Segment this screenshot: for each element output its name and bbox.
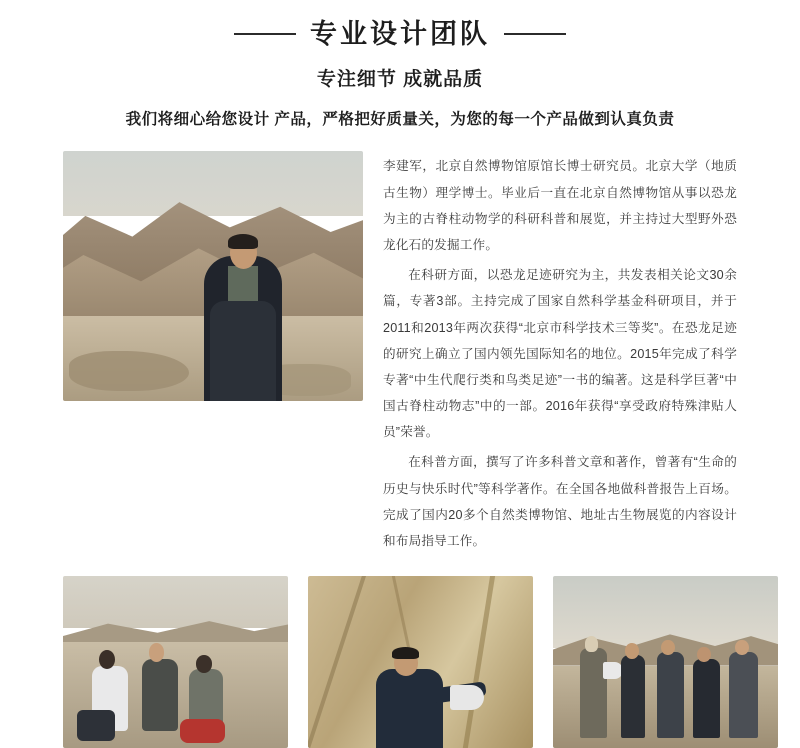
photo-person-5-head: [735, 640, 749, 655]
rule-left-decoration: [234, 33, 296, 35]
biography-paragraph-3: 在科普方面，撰写了许多科普文章和著作，曾著有“生命的历史与快乐时代”等科学著作。在全国各地做科普报告上百场。完成了国内20多个自然类博物馆、地址古生物展览的内容设计和布局指导工作。: [383, 455, 737, 549]
photo-person-3: [657, 652, 684, 738]
photo-person-5: [729, 652, 758, 738]
page-subtitle: 专注细节 成就品质: [316, 69, 484, 91]
portrait-badlands-illustration: [63, 151, 363, 401]
photo-person-hair: [392, 647, 419, 659]
photo-sky: [63, 151, 363, 216]
photo-person-4-head: [697, 647, 711, 662]
photo-person-4: [693, 659, 720, 738]
photo-figure-3-head: [196, 655, 212, 672]
rock-face-megaphone-photo: [308, 576, 533, 748]
photo-backpack-red: [180, 719, 225, 743]
photo-rock-left: [69, 351, 189, 391]
megaphone-icon: [603, 662, 623, 679]
megaphone-icon: [450, 685, 484, 711]
photo-person-1-head: [585, 636, 599, 651]
photo-backpack-black: [77, 710, 115, 741]
biography-paragraph-1: 李建军，北京自然博物馆原馆长博士研究员。北京大学（地质古生物）理学博士。毕业后一直在北京自然博物馆从事以恐龙为主的古脊柱动物学的科研科普和展览，并主持过大型野外恐龙化石的发掘工作。: [383, 159, 737, 252]
photo-figure-2: [142, 659, 178, 731]
biography-paragraph-2: 在科研方面，以恐龙足迹研究为主，共发表相关论文30余篇，专著3部。主持完成了国家自然科学基金科研项目，并于2011和2013年两次获得“北京市科学技术三等奖”。在恐龙足迹的研究上确立了国内领先国际知名的地位。2015年完成了科学专著“中生代爬行类和鸟类足迹”一书的编著。这是科学巨著“中国古脊柱动物志”中的一部。2016年获得“享受政府特殊津贴人员”荣誉。: [383, 268, 737, 440]
photo-person-hair: [228, 234, 258, 249]
title-row: [0, 18, 800, 50]
content-section: [0, 151, 800, 558]
photo-person-3-head: [661, 640, 675, 655]
page-title: 专业设计团队: [310, 19, 490, 49]
photo-person-coat: [210, 301, 276, 401]
photo-person-body: [376, 669, 444, 748]
rock-face-illustration: [308, 576, 533, 748]
photo-person-2: [621, 655, 646, 738]
portrait-badlands-photo: [63, 151, 363, 401]
page-lead-text: 我们将细心给您设计 产品，严格把好质量关，为您的每一个产品做到认真负责: [125, 111, 675, 129]
group-outdoor-photo: [553, 576, 778, 748]
rule-right-decoration: [504, 33, 566, 35]
photo-sky: [63, 576, 288, 628]
group-outdoor-illustration: [553, 576, 778, 748]
fieldwork-team-photo: [63, 576, 288, 748]
biography-text: [383, 151, 737, 558]
header: [0, 0, 800, 129]
photo-figure-1-head: [99, 650, 115, 669]
photo-person-2-head: [625, 643, 639, 658]
fieldwork-team-illustration: [63, 576, 288, 748]
photo-strip: [0, 576, 800, 748]
